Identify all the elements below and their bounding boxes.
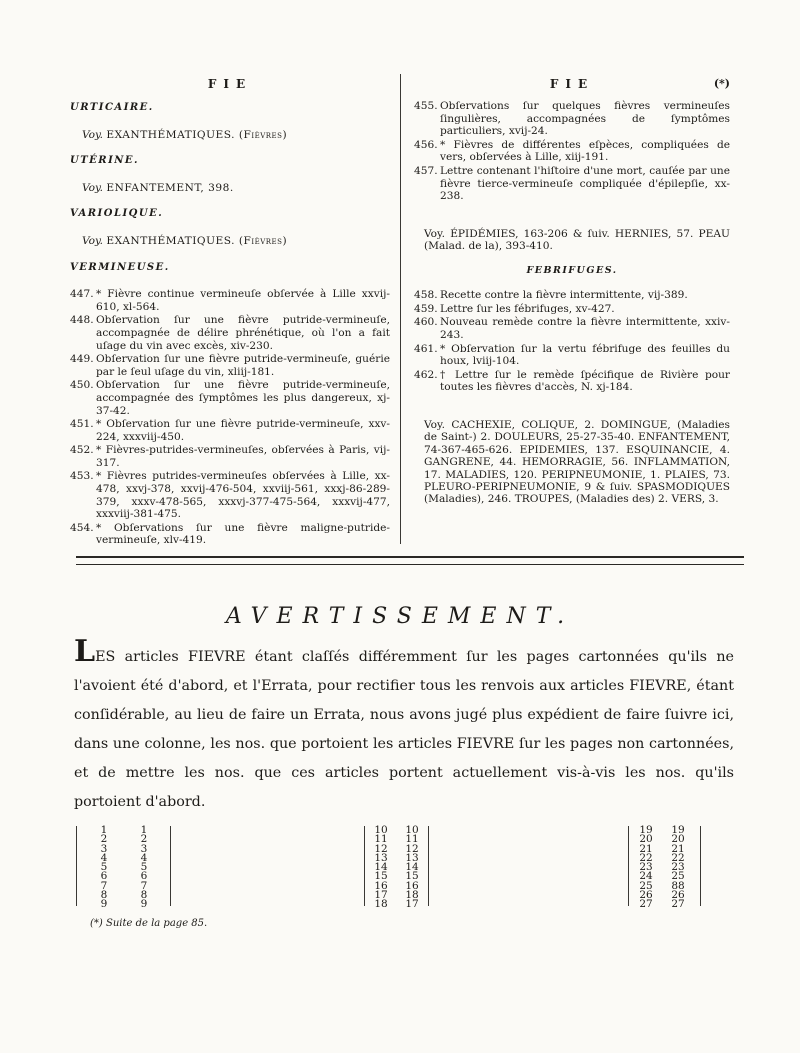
table-rule: [170, 826, 171, 906]
table-cell: 18: [374, 898, 388, 911]
entry: 457. Lettre contenant l'hiſtoire d'une mort, cauſée par une fièvre tierce-vermineuſe compliquée d'épilepſie, xx-238.: [414, 164, 730, 203]
table-cell: 15: [405, 870, 419, 883]
entry: 453. * Fièvres putrides-vermineuſes obſervées à Lille, xx-478, xxvj-378, xxvij-476-504, xxviij-561, xxxj-86-289-379, xxxv-478-565, xxxvj-377-475-564, xxxvij-477, xxxviij-381-475.: [70, 470, 390, 521]
table-cell: 24: [639, 870, 653, 883]
entry: 451. * Obſervation ſur une fièvre putride-vermineuſe, xxv-224, xxxviij-450.: [70, 418, 390, 443]
table-cell: 8: [100, 889, 108, 902]
table-cell: 13: [405, 851, 419, 864]
footnote-mark: (*): [713, 77, 730, 90]
table-cell: 22: [639, 851, 653, 864]
table-cell: 26: [639, 889, 653, 902]
table-rule: [628, 826, 629, 906]
voy-ref: Voy. ENFANTEMENT, 398.: [82, 181, 234, 194]
table-cell: 6: [140, 870, 148, 883]
entry: 461. * Obſervation ſur la vertu fébrifuge des feuilles du houx, lviij-104.: [414, 342, 730, 368]
voy-cachexie: Voy. CACHEXIE, COLIQUE, 2. DOMINGUE, (Maladies de Saint-) 2. DOULEURS, 25-27-35-40. ENFANTEMENT, 74-367-465-626. EPIDEMIES, 137. ESQUINANCIE, 4. GANGRENE, 44. HEMORRAGIE, 56. INFLAMMATION, 17. MALADIES, 120. PERIPNEUMONIE, 1. PLAIES, 73. PLEURO-PERIPNEUMONIE, 9 & ſuiv. SPASMODIQUES (Maladies), 246. TROUPES, (Maladies des) 2. VERS, 3.: [424, 418, 730, 506]
voy-ref: Voy. EXANTHÉMATIQUES. (Fièvres): [82, 234, 288, 247]
table-col-new-3: [666, 826, 690, 910]
table-cell: 4: [140, 851, 148, 864]
table-cell: 19: [671, 824, 685, 836]
table-cell: 11: [374, 833, 388, 846]
entry: 462. † Lettre ſur le remède ſpécifique de Rivière pour toutes les fièvres d'accès, N. xj-184.: [414, 368, 730, 394]
avertissement-body: LES articles FIEVRE étant claſſés différemment ſur les pages cartonnées qu'ils ne l'avoient été d'abord, et l'Errata, pour rectifier tous les renvois aux articles FIEVRE, étant conſidérable, au lieu de faire un Errata, nous avons jugé plus expédient de faire ſuivre ici, dans une colonne, les nos. que portoient les articles FIEVRE ſur les pages non cartonnées, et de mettre les nos. que ces articles portent actuellement vis-à-vis les nos. qu'ils portoient d'abord.: [74, 634, 734, 810]
table-cell: 16: [374, 879, 388, 892]
table-cell: 1: [100, 824, 108, 836]
table-rule: [76, 826, 77, 906]
table-cell: 2: [140, 833, 148, 846]
double-rule: [76, 556, 744, 565]
entry: 458. Recette contre la fièvre intermittente, vij-389.: [414, 289, 688, 302]
table-cell: 14: [374, 861, 388, 874]
heading-vermineuse: VERMINEUSE.: [70, 261, 170, 273]
table-cell: 14: [405, 861, 419, 874]
table-cell: 20: [671, 833, 685, 846]
heading-variolique: VARIOLIQUE.: [70, 208, 164, 220]
table-col-new-1: [132, 826, 156, 910]
table-col-old-2: [370, 826, 392, 910]
heading-uterine: UTÉRINE.: [70, 155, 140, 167]
voy-ref: Voy. EXANTHÉMATIQUES. (Fièvres): [82, 128, 288, 141]
heading-urticaire: URTICAIRE.: [70, 102, 154, 113]
column-divider: [400, 74, 401, 544]
table-cell: 5: [100, 861, 108, 874]
table-rule: [700, 826, 701, 906]
concordance-table: [74, 824, 734, 911]
table-cell: 16: [405, 879, 419, 892]
table-col-old-3: [634, 826, 658, 910]
table-cell: 8: [140, 889, 148, 902]
table-cell: 7: [100, 879, 108, 892]
table-cell: 27: [639, 898, 653, 911]
table-cell: 13: [374, 851, 388, 864]
table-col-old-1: [92, 826, 116, 910]
table-cell: 6: [100, 870, 108, 883]
avertissement-title: AVERTISSEMENT.: [225, 604, 575, 629]
entry: 449. Obſervation ſur une fièvre putride-vermineuſe, guérie par le ſeul uſage du vin, xliij-181.: [70, 353, 390, 378]
entry: 456. * Fièvres de différentes eſpèces, compliquées de vers, obſervées à Lille, xiij-191.: [414, 138, 730, 164]
table-rule: [428, 826, 429, 906]
table-cell: 15: [374, 870, 388, 883]
table-cell: 25: [671, 870, 685, 883]
entry: 460. Nouveau remède contre la fièvre intermittente, xxiv-243.: [414, 316, 730, 341]
table-cell: 25: [639, 879, 653, 892]
table-cell: 23: [639, 861, 653, 874]
table-cell: 10: [405, 824, 419, 836]
table-cell: 4: [100, 851, 108, 864]
table-cell: 12: [405, 842, 419, 855]
table-cell: 1: [140, 824, 148, 836]
entry: 450. Obſervation ſur une fièvre putride-vermineuſe, accompagnée des ſymptômes les plus dangereux, xj-37-42.: [70, 379, 390, 417]
table-cell: 17: [374, 889, 388, 902]
table-cell: 27: [671, 898, 685, 911]
table-cell: 9: [140, 898, 148, 911]
left-column: [70, 78, 390, 548]
table-cell: 23: [671, 861, 685, 874]
left-running-head: FIE: [207, 77, 253, 91]
table-cell: 10: [374, 824, 388, 836]
table-cell: 2: [100, 833, 108, 846]
table-cell: 7: [140, 879, 148, 892]
entry: 447. * Fièvre continue vermineuſe obſervée à Lille xxvij-610, xl-564.: [70, 288, 390, 313]
drop-cap: L: [74, 634, 96, 669]
table-cell: 22: [671, 851, 685, 864]
table-cell: 11: [405, 833, 419, 846]
table-cell: 18: [405, 889, 419, 902]
table-cell: 88: [671, 879, 685, 892]
entry: 455. Obſervations ſur quelques fièvres vermineuſes ſingulières, accompagnées de ſymptômes particuliers, xvij-24.: [414, 100, 730, 138]
table-cell: 3: [100, 842, 108, 855]
voy-epidemies: Voy. ÉPIDÉMIES, 163-206 & ſuiv. HERNIES, 57. PEAU (Malad. de la), 393-410.: [424, 227, 730, 253]
table-cell: 17: [405, 898, 419, 911]
table-cell: 5: [140, 861, 148, 874]
heading-febrifuges: FEBRIFUGES.: [526, 264, 618, 276]
right-running-head: FIE (*): [549, 77, 730, 91]
table-cell: 26: [671, 889, 685, 902]
entry: 454. * Obſervations ſur une fièvre maligne-putride-vermineuſe, xlv-419.: [70, 521, 390, 547]
entry: 448. Obſervation ſur une fièvre putride-vermineuſe, accompagnée de délire phrénétique, où l'on a fait uſage du vin avec excès, xiv-230.: [70, 314, 390, 352]
entry: 459. Lettre ſur les fébrifuges, xv-427.: [414, 302, 615, 315]
table-cell: 9: [100, 898, 108, 911]
table-col-new-2: [400, 826, 424, 910]
footnote: (*) Suite de la page 85.: [90, 918, 208, 929]
table-cell: 19: [639, 824, 653, 836]
table-cell: 21: [671, 842, 685, 855]
entry: 452. * Fièvres-putrides-vermineuſes, obſervées à Paris, vij-317.: [70, 444, 390, 469]
right-column: [414, 78, 730, 506]
table-cell: 12: [374, 842, 388, 855]
table-cell: 20: [639, 833, 653, 846]
table-cell: 21: [639, 842, 653, 855]
table-rule: [364, 826, 365, 906]
table-cell: 3: [140, 842, 148, 855]
